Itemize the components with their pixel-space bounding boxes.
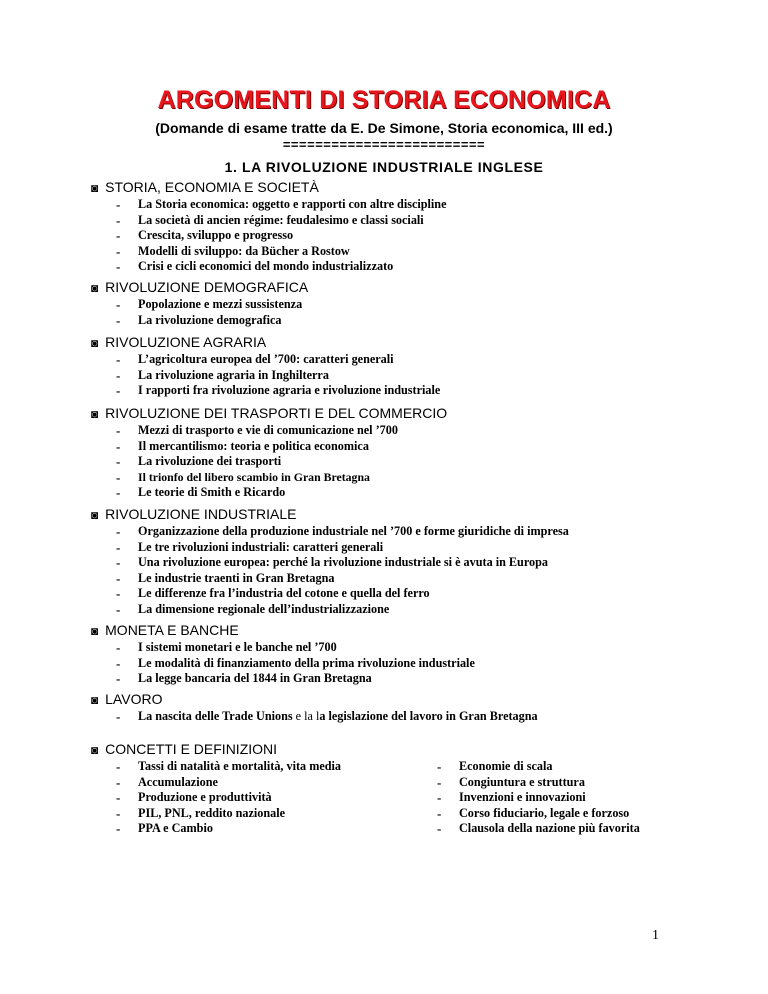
section-title: LAVORO xyxy=(105,691,163,707)
square-bullet-icon: ◙ xyxy=(91,743,99,757)
square-bullet-icon: ◙ xyxy=(91,181,99,195)
list-item: - Crescita, sviluppo e progresso xyxy=(116,228,294,243)
list-item: - Produzione e produttività xyxy=(116,790,272,805)
page-number: 1 xyxy=(652,928,659,943)
list-item: - La società di ancien régime: feudalesimo e classi sociali xyxy=(116,212,424,228)
list-item: - Le teorie di Smith e Ricardo xyxy=(116,485,286,500)
definitions-left-list xyxy=(91,759,421,837)
section-lavoro xyxy=(91,690,691,725)
list-item: - Tassi di natalità e mortalità, vita media xyxy=(116,759,342,774)
list-item: - La rivoluzione agraria in Inghilterra xyxy=(116,367,329,383)
list-item: - La nascita delle Trade Unions e la la legislazione del lavoro in Gran Bretagna xyxy=(116,709,538,724)
section-storia-economia-societa xyxy=(91,178,691,275)
square-bullet-icon: ◙ xyxy=(91,624,99,638)
list-item: - Invenzioni e innovazioni xyxy=(437,790,586,805)
section-heading xyxy=(91,278,691,297)
list-item: - La rivoluzione demografica xyxy=(116,312,282,328)
section-heading xyxy=(91,333,691,352)
list-item: - Economie di scala xyxy=(437,759,553,774)
square-bullet-icon: ◙ xyxy=(91,407,99,421)
square-bullet-icon: ◙ xyxy=(91,336,99,350)
document-subtitle: (Domande di esame tratte da E. De Simone, Storia economica, III ed.) xyxy=(155,120,613,136)
list-item: - Modelli di sviluppo: da Bücher a Rostow xyxy=(116,243,350,259)
list-item: - Mezzi di trasporto e vie di comunicazione nel ’700 xyxy=(116,423,398,438)
section-heading xyxy=(91,404,691,423)
topic-list xyxy=(91,423,691,501)
list-item: - Le tre rivoluzioni industriali: caratteri generali xyxy=(116,539,384,555)
list-item: - Corso fiduciario, legale e forzoso xyxy=(437,805,630,821)
list-item: - Le modalità di finanziamento della prima rivoluzione industriale xyxy=(116,655,475,671)
list-item: - Il trionfo del libero scambio in Gran Bretagna xyxy=(116,469,370,485)
list-item: - Il mercantilismo: teoria e politica economica xyxy=(116,438,369,454)
list-item: - PPA e Cambio xyxy=(116,821,213,836)
section-heading xyxy=(91,505,691,524)
list-item: - L’agricoltura europea del ’700: caratteri generali xyxy=(116,352,394,367)
section-title: RIVOLUZIONE INDUSTRIALE xyxy=(105,506,297,522)
separator-rule: ========================= xyxy=(282,137,486,152)
definitions-right-list xyxy=(412,759,712,837)
list-item: - Congiuntura e struttura xyxy=(437,774,585,790)
topic-list xyxy=(91,709,691,725)
section-heading xyxy=(91,690,691,709)
list-item: - La dimensione regionale dell’industrializzazione xyxy=(116,601,390,617)
topic-list xyxy=(91,197,691,275)
topic-list xyxy=(91,640,691,687)
list-item: - Accumulazione xyxy=(116,774,218,790)
list-item: - I sistemi monetari e le banche nel ’700 xyxy=(116,640,337,655)
section-rivoluzione-industriale xyxy=(91,505,691,617)
section-title: RIVOLUZIONE DEI TRASPORTI E DEL COMMERCIO xyxy=(105,405,448,421)
list-item: - Crisi e cicli economici del mondo industrializzato xyxy=(116,259,394,274)
square-bullet-icon: ◙ xyxy=(91,508,99,522)
section-title: CONCETTI E DEFINIZIONI xyxy=(105,741,278,757)
list-item: - PIL, PNL, reddito nazionale xyxy=(116,805,286,821)
list-item: - Organizzazione della produzione industriale nel ’700 e forme giuridiche di impresa xyxy=(116,524,569,539)
document-title: ARGOMENTI DI STORIA ECONOMICA xyxy=(157,86,611,114)
chapter-heading: 1. LA RIVOLUZIONE INDUSTRIALE INGLESE xyxy=(224,159,544,175)
topic-list xyxy=(91,352,691,399)
list-item: - Le differenze fra l’industria del cotone e quella del ferro xyxy=(116,586,430,601)
section-heading xyxy=(91,740,691,759)
section-heading xyxy=(91,621,691,640)
section-moneta-banche xyxy=(91,621,691,687)
list-item: - La rivoluzione dei trasporti xyxy=(116,454,282,469)
square-bullet-icon: ◙ xyxy=(91,281,99,295)
section-title: MONETA E BANCHE xyxy=(105,622,239,638)
square-bullet-icon: ◙ xyxy=(91,693,99,707)
section-rivoluzione-demografica xyxy=(91,278,691,328)
topic-list xyxy=(91,524,691,617)
section-title: RIVOLUZIONE DEMOGRAFICA xyxy=(105,279,309,295)
section-heading xyxy=(91,178,691,197)
list-item: - La Storia economica: oggetto e rapporti con altre discipline xyxy=(116,197,447,212)
list-item: - I rapporti fra rivoluzione agraria e rivoluzione industriale xyxy=(116,383,441,398)
section-rivoluzione-trasporti-commercio xyxy=(91,404,691,501)
section-concetti-definizioni xyxy=(91,740,691,839)
list-item: - Popolazione e mezzi sussistenza xyxy=(116,297,303,312)
list-item: - Clausola della nazione più favorita xyxy=(437,821,640,836)
section-title: RIVOLUZIONE AGRARIA xyxy=(105,334,267,350)
section-rivoluzione-agraria xyxy=(91,333,691,399)
list-item: - Le industrie traenti in Gran Bretagna xyxy=(116,570,335,586)
list-item: - Una rivoluzione europea: perché la rivoluzione industriale si è avuta in Europa xyxy=(116,555,548,570)
list-item: - La legge bancaria del 1844 in Gran Bretagna xyxy=(116,671,372,686)
definitions-columns xyxy=(91,759,691,839)
section-title: STORIA, ECONOMIA E SOCIETÀ xyxy=(105,179,319,195)
topic-list xyxy=(91,297,691,328)
